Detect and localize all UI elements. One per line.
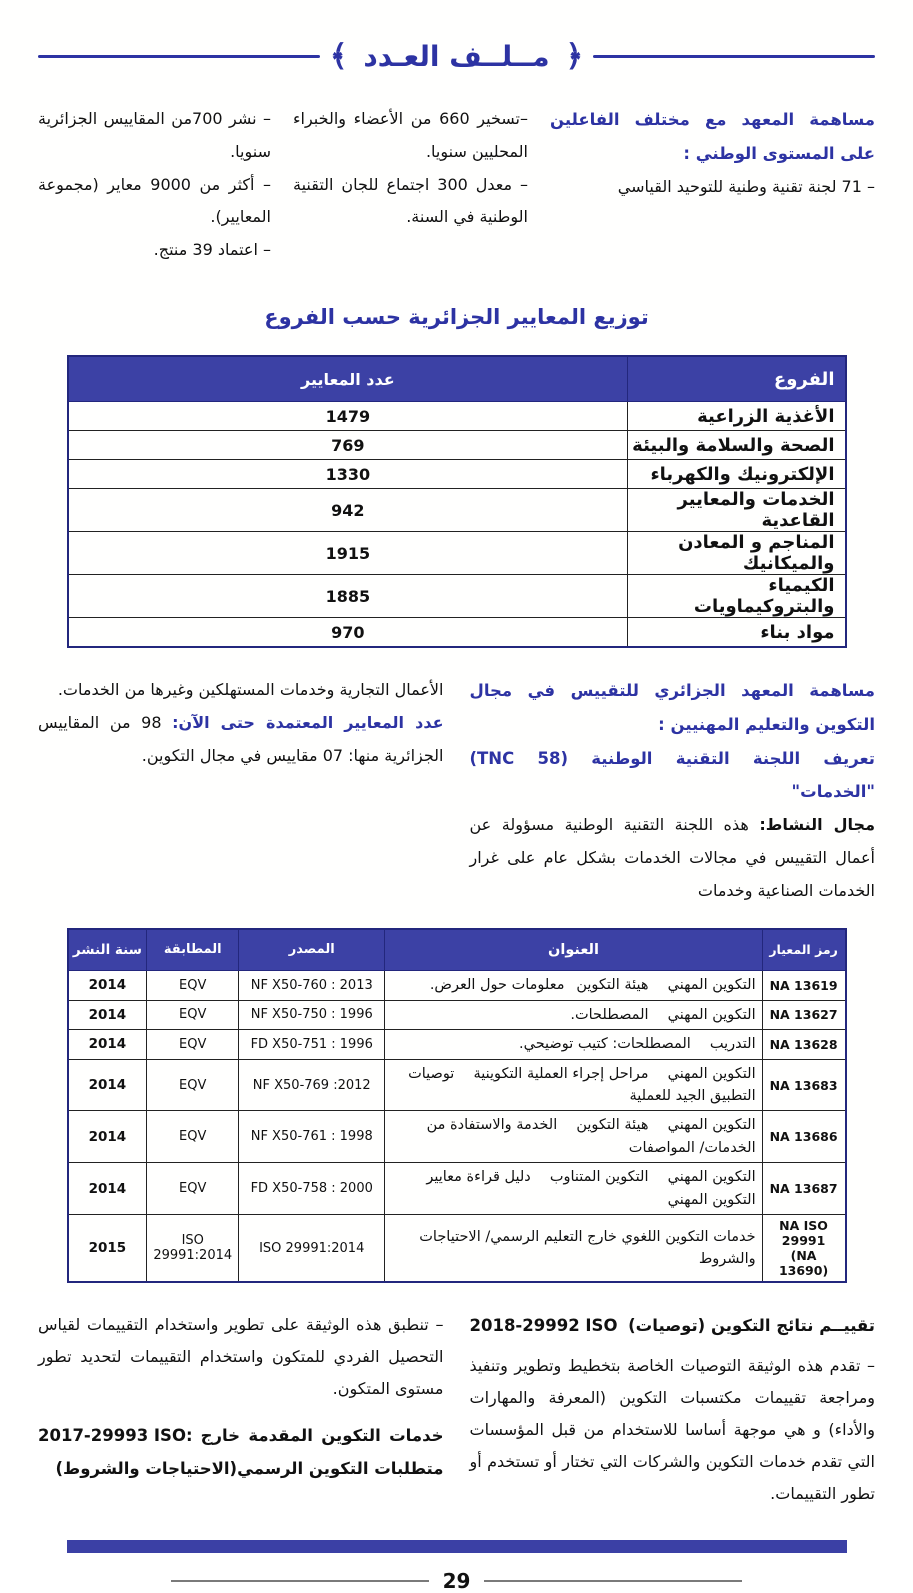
standard-code: NA 13687	[762, 1163, 845, 1215]
table-row	[68, 1059, 846, 1111]
iso-section	[38, 1309, 875, 1510]
count-cell: 1330	[68, 460, 628, 489]
standard-year: 2014	[68, 1059, 147, 1111]
standard-source: NF X50-760 : 2013	[239, 971, 385, 1000]
standard-year: 2015	[68, 1215, 147, 1283]
table-header-row	[68, 356, 846, 402]
branch-cell: الصحة والسلامة والبيئة	[628, 431, 846, 460]
adopted-count-paragraph	[38, 707, 444, 773]
iso-standard-code: 2017-29993 ISO:	[38, 1426, 193, 1446]
page-number-rule-right	[484, 1580, 742, 1582]
activity-label: مجال النشاط:	[759, 815, 875, 835]
intro-item: – 71 لجنة تقنية وطنية للتوحيد القياسي	[617, 176, 875, 196]
adopted-count-text: 98 من المقاييس الجزائرية منها: 07 مقاييس في مجال التكوين.	[38, 712, 444, 765]
iso-column-right	[470, 1309, 876, 1510]
page-number-rule-left	[171, 1580, 429, 1582]
iso-standard-name: خدمات التكوين المقدمة خارج متطلبات التكوين الرسمي(الاحتياجات والشروط)	[55, 1426, 444, 1479]
branch-cell: مواد بناء	[628, 618, 846, 647]
iso-standard-code: 2018-29992 ISO	[469, 1316, 618, 1336]
footer-bar	[67, 1540, 847, 1553]
standard-source: FD X50-758 : 2000	[239, 1163, 385, 1215]
table-row	[68, 618, 846, 647]
count-cell: 942	[68, 489, 628, 532]
standard-conformity: EQV	[147, 1059, 239, 1111]
count-cell: 970	[68, 618, 628, 647]
table-row	[68, 402, 846, 431]
intro-section	[38, 103, 875, 267]
committee-heading: مساهمة المعهد الجزائري للتقييس في مجال التكوين والتعليم المهنيين :	[469, 680, 875, 734]
table-row	[68, 971, 846, 1000]
masthead-rule-right	[593, 55, 875, 58]
table-row	[68, 1030, 846, 1059]
intro-item: –تسخير 660 من الأعضاء والخبراء المحليين سنويا.	[293, 109, 528, 161]
standard-year: 2014	[68, 1030, 147, 1059]
standard-title: التكوين المهني التكوين المتناوب دليل قراءة معايير التكوين المهني	[385, 1163, 762, 1215]
masthead	[38, 40, 875, 73]
committee-continuation: الأعمال التجارية وخدمات المستهلكين وغيرها من الخدمات.	[57, 679, 444, 699]
intro-item: – اعتماد 39 منتج.	[153, 240, 271, 260]
standard-code: NA 13619	[762, 971, 845, 1000]
branch-cell: المناجم و المعادن والميكانيك	[628, 532, 846, 575]
iso-heading	[470, 1309, 876, 1342]
standard-conformity: EQV	[147, 1000, 239, 1029]
table-row	[68, 1000, 846, 1029]
standard-title: التدريب المصطلحات: كتيب توضيحي.	[385, 1030, 762, 1059]
table-header-row	[68, 929, 846, 971]
page-number: 29	[442, 1569, 471, 1593]
standards-table	[67, 928, 847, 1284]
standard-year: 2014	[68, 1000, 147, 1029]
standard-year: 2014	[68, 1163, 147, 1215]
column-header-count: عدد المعايير	[68, 356, 628, 402]
column-header-title: العنوان	[385, 929, 762, 971]
standard-title: التكوين المهني المصطلحات.	[385, 1000, 762, 1029]
intro-column-middle	[293, 103, 528, 267]
committee-section	[38, 674, 875, 908]
table-row	[68, 460, 846, 489]
count-cell: 1885	[68, 575, 628, 618]
branch-cell: الخدمات والمعايير القاعدية	[628, 489, 846, 532]
standard-code: NA 13683	[762, 1059, 845, 1111]
standard-source: ISO 29991:2014	[239, 1215, 385, 1283]
count-cell: 1915	[68, 532, 628, 575]
table-row	[68, 1215, 846, 1283]
committee-column-right	[470, 674, 876, 908]
intro-column-right	[550, 103, 875, 267]
iso-column-left	[38, 1309, 444, 1510]
standard-title: خدمات التكوين اللغوي خارج التعليم الرسمي/ الاحتياجات والشروط	[385, 1215, 762, 1283]
standard-conformity: EQV	[147, 1163, 239, 1215]
table-row	[68, 575, 846, 618]
distribution-table	[67, 355, 847, 648]
standard-year: 2014	[68, 971, 147, 1000]
branch-cell: الكيمياء والبتروكيماويات	[628, 575, 846, 618]
table-row	[68, 431, 846, 460]
standard-code: NA ISO 29991 (NA 13690)	[762, 1215, 845, 1283]
activity-paragraph	[470, 809, 876, 907]
standard-conformity: EQV	[147, 1030, 239, 1059]
activity-text: هذه اللجنة التقنية الوطنية مسؤولة عن أعمال التقييس في مجالات الخدمات بشكل عام على غرار الخدمات الصناعية وخدمات	[469, 815, 875, 900]
standard-conformity: EQV	[147, 971, 239, 1000]
iso-paragraph: – تقدم هذه الوثيقة التوصيات الخاصة بتخطيط وتطوير وتنفيذ ومراجعة تقييمات مكتسبات التكوين (المعرفة والمهارات والأداء) و هي موجهة أساسا للاستخدام من قبل المؤسسات التي تقدم خدمات التكوين والشركات التي تختار أو تستخدم أو تطور التقييمات.	[469, 1356, 875, 1504]
ornate-bracket-left-icon: ﴾	[329, 38, 348, 74]
table-row	[68, 1111, 846, 1163]
standard-code: NA 13627	[762, 1000, 845, 1029]
standard-conformity: ISO 29991:2014	[147, 1215, 239, 1283]
committee-column-left	[38, 674, 444, 908]
page-number-row	[38, 1569, 875, 1593]
count-cell: 1479	[68, 402, 628, 431]
column-header-branch: الفروع	[628, 356, 846, 402]
standard-source: NF X50-750 : 1996	[239, 1000, 385, 1029]
masthead-rule-left	[38, 55, 320, 58]
column-header-year: سنة النشر	[68, 929, 147, 971]
section-title-distribution: توزيع المعايير الجزائرية حسب الفروع	[264, 304, 649, 329]
column-header-conformity: المطابقة	[147, 929, 239, 971]
count-cell: 769	[68, 431, 628, 460]
standard-code: NA 13628	[762, 1030, 845, 1059]
table-row	[68, 1163, 846, 1215]
iso-paragraph: – تنطبق هذه الوثيقة على تطوير واستخدام التقييمات لقياس التحصيل الفردي للمتكون واستخدام التقييمات لتحديد تطور مستوى المتكون.	[38, 1315, 444, 1399]
column-header-source: المصدر	[239, 929, 385, 971]
table-row	[68, 532, 846, 575]
intro-item: – أكثر من 9000 معاير (مجموعة المعايير).	[38, 174, 271, 227]
standard-title: التكوين المهني هيئة التكوين معلومات حول العرض.	[385, 971, 762, 1000]
standard-year: 2014	[68, 1111, 147, 1163]
column-header-code: رمز المعيار	[762, 929, 845, 971]
standard-code: NA 13686	[762, 1111, 845, 1163]
table-row	[68, 489, 846, 532]
ornate-bracket-right-icon: ﴿	[565, 38, 584, 74]
standard-source: NF X50-769 :2012	[239, 1059, 385, 1111]
committee-subheading: تعريف اللجنة التقنية الوطنية (TNC 58) "الخدمات"	[469, 748, 875, 802]
standard-title: التكوين المهني مراحل إجراء العملية التكوينية توصيات التطبيق الجيد للعملية	[385, 1059, 762, 1111]
intro-item: – معدل 300 اجتماع للجان التقنية الوطنية في السنة.	[293, 174, 529, 227]
standard-conformity: EQV	[147, 1111, 239, 1163]
standard-source: NF X50-761 : 1998	[239, 1111, 385, 1163]
branch-cell: الأغذية الزراعية	[628, 402, 846, 431]
adopted-count-label: عدد المعايير المعتمدة حتى الآن:	[172, 712, 444, 732]
intro-heading: مساهمة المعهد مع مختلف الفاعلين على المستوى الوطني :	[550, 110, 875, 163]
branch-cell: الإلكترونيك والكهرباء	[628, 460, 846, 489]
iso-standard-name: تقييــم نتائج التكوين (توصيات)	[628, 1316, 875, 1336]
intro-column-left	[38, 103, 271, 267]
standard-title: التكوين المهني هيئة التكوين الخدمة والاستفادة من الخدمات/ المواصفات	[385, 1111, 762, 1163]
standard-source: FD X50-751 : 1996	[239, 1030, 385, 1059]
page-title: مــلــف العـدد	[363, 40, 550, 73]
iso-heading	[38, 1419, 444, 1485]
intro-item: – نشر 700من المقاييس الجزائرية سنويا.	[38, 109, 271, 161]
